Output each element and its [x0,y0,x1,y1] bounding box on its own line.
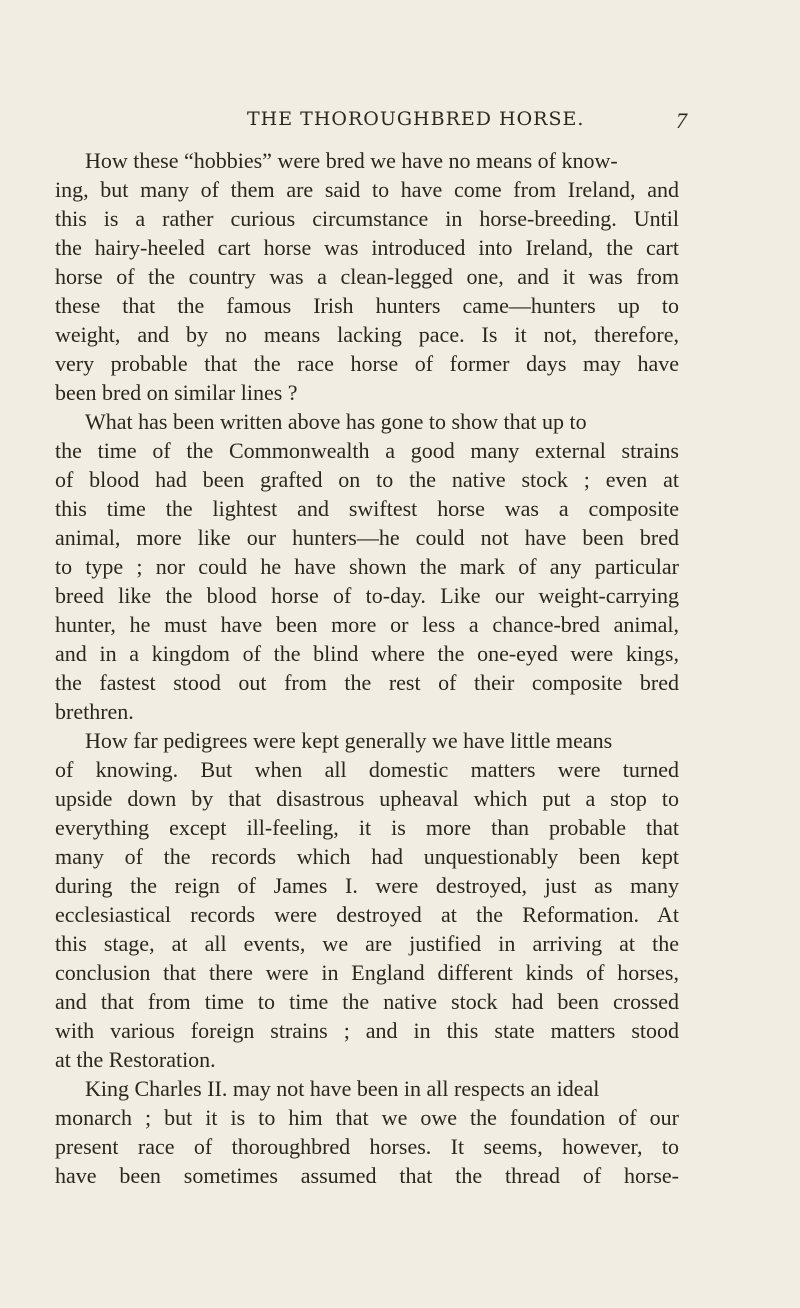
text-line: everything except ill-feeling, it is more than probable that [55,815,679,840]
text-line: hunter, he must have been more or less a chance-bred animal, [55,612,679,637]
text-line: during the reign of James I. were destroyed, just as many [55,873,679,898]
text-line: with various foreign strains ; and in this state matters stood [55,1018,679,1043]
text-line: breed like the blood horse of to-day. Like our weight-carrying [55,583,679,608]
text-line: brethren. [55,699,134,724]
text-line: and in a kingdom of the blind where the one-eyed were kings, [55,641,679,666]
text-line: How far pedigrees were kept generally we have little means [85,728,613,753]
text-line: How these “hobbies” were bred we have no means of know- [85,148,618,173]
text-line: conclusion that there were in England different kinds of horses, [55,960,679,985]
text-line: weight, and by no means lacking pace. Is it not, therefore, [55,322,679,347]
text-line: upside down by that disastrous upheaval which put a stop to [55,786,679,811]
text-line: very probable that the race horse of former days may have [55,351,679,376]
text-line: many of the records which had unquestionably been kept [55,844,679,869]
text-line: the hairy-heeled cart horse was introduced into Ireland, the cart [55,235,679,260]
text-line: of blood had been grafted on to the native stock ; even at [55,467,679,492]
page-number: 7 [676,108,687,133]
text-line: of knowing. But when all domestic matters were turned [55,757,679,782]
text-line: and that from time to time the native stock had been crossed [55,989,679,1014]
text-line: horse of the country was a clean-legged one, and it was from [55,264,679,289]
text-line: at the Restoration. [55,1047,216,1072]
text-line: this stage, at all events, we are justified in arriving at the [55,931,679,956]
running-head-title: THE THOROUGHBRED HORSE. [247,108,585,130]
text-line: these that the famous Irish hunters came—hunters up to [55,293,679,318]
text-line: this time the lightest and swiftest horse was a composite [55,496,679,521]
text-line: have been sometimes assumed that the thread of horse- [55,1163,679,1188]
text-line: to type ; nor could he have shown the mark of any particular [55,554,679,579]
text-line: this is a rather curious circumstance in horse-breeding. Until [55,206,679,231]
text-line: present race of thoroughbred horses. It seems, however, to [55,1134,679,1159]
text-line: ing, but many of them are said to have come from Ireland, and [55,177,679,202]
text-line: animal, more like our hunters—he could not have been bred [55,525,679,550]
text-line: ecclesiastical records were destroyed at the Reformation. At [55,902,679,927]
text-line: the time of the Commonwealth a good many external strains [55,438,679,463]
text-line: What has been written above has gone to show that up to [85,409,587,434]
text-line: the fastest stood out from the rest of their composite bred [55,670,679,695]
text-line: monarch ; but it is to him that we owe the foundation of our [55,1105,679,1130]
text-line: King Charles II. may not have been in all respects an ideal [85,1076,600,1101]
text-line: been bred on similar lines ? [55,380,298,405]
